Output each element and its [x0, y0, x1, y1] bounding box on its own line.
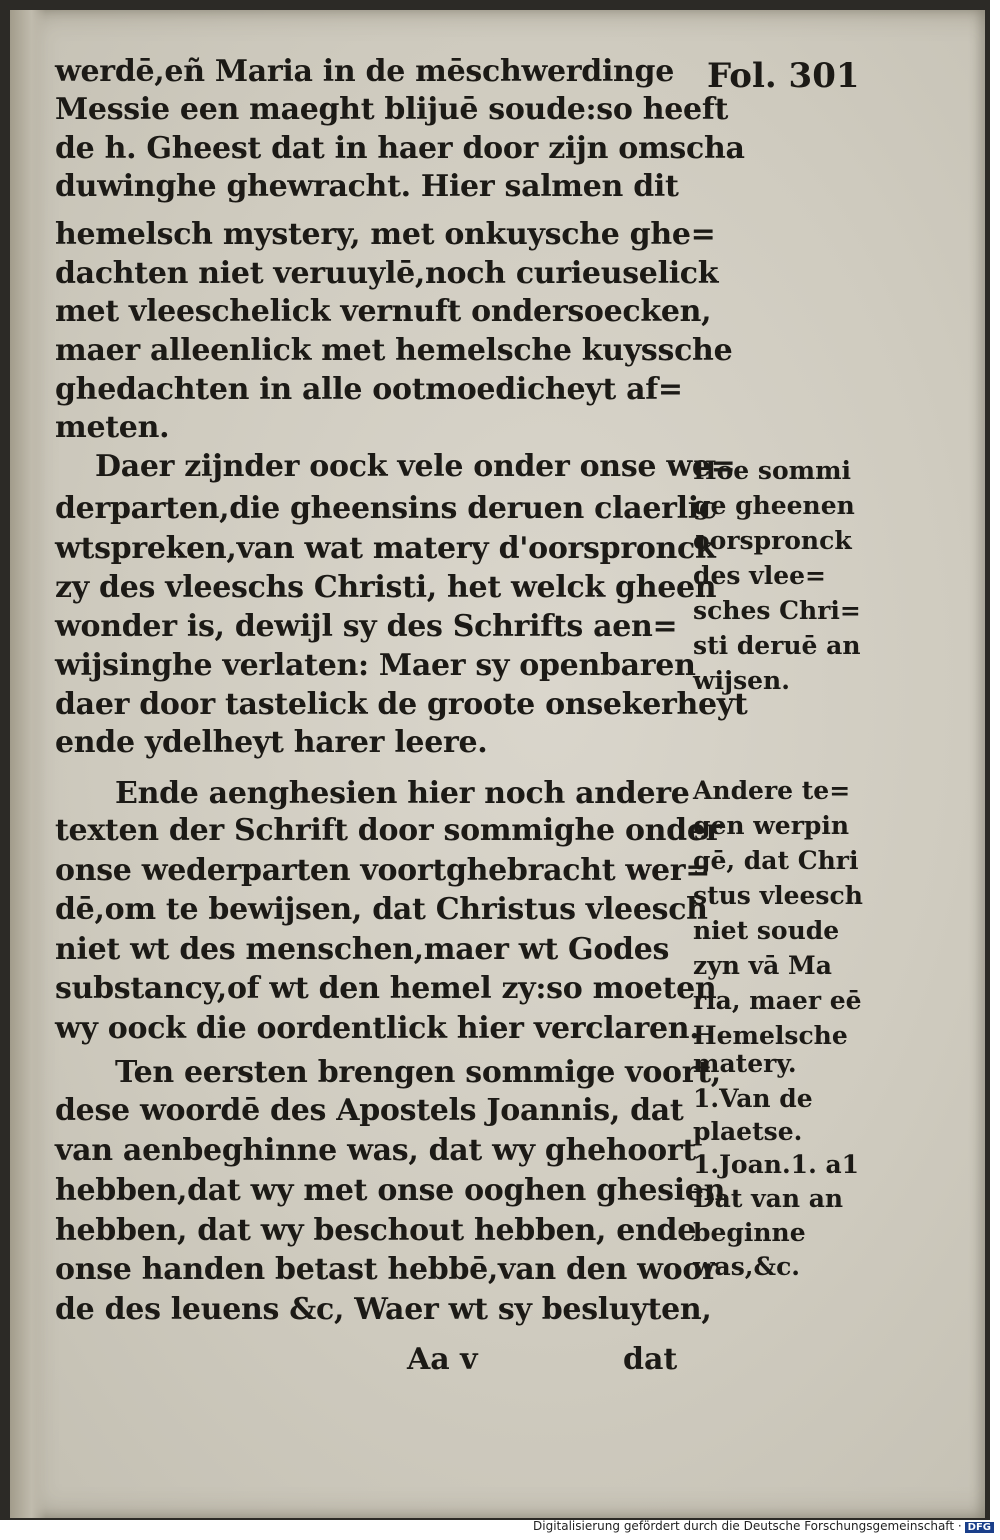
- text-line: Messie een maeght blijuē soude:so heeft: [55, 92, 728, 127]
- text-line: maer alleenlick met hemelsche kuyssche: [55, 333, 733, 368]
- text-line: dē,om te bewijsen, dat Christus vleesch: [55, 892, 708, 927]
- catchword: dat: [623, 1342, 678, 1377]
- text-line: ghedachten in alle ootmoedicheyt af=: [55, 372, 683, 407]
- text-line: werdē,eñ Maria in de mēschwerdinge: [55, 54, 675, 89]
- dfg-logo: DFG: [965, 1522, 994, 1533]
- marginal-note-line: matery.: [693, 1049, 797, 1078]
- marginal-note-line: sti deruē an: [693, 631, 861, 660]
- marginal-note-line: stus vleesch: [693, 881, 863, 910]
- marginal-note-line: Hemelsche: [693, 1021, 848, 1050]
- marginal-note-line: wijsen.: [693, 666, 790, 695]
- marginal-note-line: 1.Van de: [693, 1084, 813, 1113]
- text-line: derparten,die gheensins deruen claerlic: [55, 491, 717, 526]
- marginal-note-line: 1.Joan.1. a1: [693, 1150, 860, 1179]
- marginal-note-line: gē, dat Chri: [693, 846, 859, 875]
- marginal-note-line: gen werpin: [693, 811, 850, 840]
- page-gutter-shadow: [10, 10, 46, 1518]
- marginal-note-line: des vlee=: [693, 561, 826, 590]
- text-line: met vleeschelick vernuft ondersoecken,: [55, 294, 712, 329]
- text-line: dachten niet veruuylē,noch curieuselick: [55, 256, 719, 291]
- marginal-note-line: sches Chri=: [693, 596, 861, 625]
- text-line: hebben, dat wy beschout hebben, ende: [55, 1213, 697, 1248]
- text-line: wijsinghe verlaten: Maer sy openbaren: [55, 648, 696, 683]
- text-line: Daer zijnder oock vele onder onse we=: [95, 449, 736, 484]
- text-line: onse wederparten voortghebracht wer=: [55, 853, 711, 888]
- text-line: onse handen betast hebbē,van den woor: [55, 1252, 718, 1287]
- marginal-note-line: niet soude: [693, 916, 840, 945]
- text-line: substancy,of wt den hemel zy:so moeten: [55, 971, 717, 1006]
- text-line: de des leuens &c, Waer wt sy besluyten,: [55, 1292, 712, 1327]
- text-line: wtspreken,van wat matery d'oorspronck: [55, 531, 716, 566]
- text-line: duwinghe ghewracht. Hier salmen dit: [55, 169, 679, 204]
- text-line: zy des vleeschs Christi, het welck gheen: [55, 570, 717, 605]
- marginal-note-line: plaetse.: [693, 1117, 803, 1146]
- marginal-note-line: was,&c.: [693, 1252, 800, 1281]
- text-line: wonder is, dewijl sy des Schrifts aen=: [55, 609, 678, 644]
- marginal-note-line: beginne: [693, 1218, 806, 1247]
- marginal-note-line: Andere te=: [693, 776, 851, 805]
- credit-text: Digitalisierung gefördert durch die Deutsche Forschungsgemeinschaft ·: [533, 1519, 962, 1533]
- text-line: hebben,dat wy met onse ooghen ghesien: [55, 1173, 726, 1208]
- text-line: niet wt des menschen,maer wt Godes: [55, 932, 670, 967]
- text-line: Ende aenghesien hier noch andere: [115, 776, 690, 811]
- folio-number: Fol. 301: [707, 56, 860, 96]
- text-line: texten der Schrift door sommighe onder: [55, 813, 722, 848]
- marginal-note-line: Dat van an: [693, 1184, 844, 1213]
- text-line: de h. Gheest dat in haer door zijn omscha: [55, 131, 745, 166]
- marginal-note-line: ge gheenen: [693, 491, 855, 520]
- text-line: Ten eersten brengen sommige voort,: [115, 1055, 721, 1090]
- text-line: wy oock die oordentlick hier verclaren.: [55, 1011, 700, 1046]
- text-line: dese woordē des Apostels Joannis, dat: [55, 1093, 684, 1128]
- marginal-note-line: Hoe sommi: [693, 456, 852, 485]
- text-line: van aenbeghinne was, dat wy ghehoort: [55, 1133, 696, 1168]
- signature-mark: Aa v: [407, 1342, 478, 1377]
- page-footer-line: [55, 1342, 685, 1382]
- digitization-credit: [533, 1519, 994, 1533]
- marginal-note-line: ria, maer eē: [693, 986, 862, 1015]
- marginal-note-line: zyn vā Ma: [693, 951, 832, 980]
- text-line: hemelsch mystery, met onkuysche ghe=: [55, 217, 716, 252]
- text-line: ende ydelheyt harer leere.: [55, 725, 488, 760]
- text-line: meten.: [55, 410, 170, 445]
- text-line: daer door tastelick de groote onsekerheyt: [55, 687, 748, 722]
- marginal-note-line: oorspronck: [693, 526, 852, 555]
